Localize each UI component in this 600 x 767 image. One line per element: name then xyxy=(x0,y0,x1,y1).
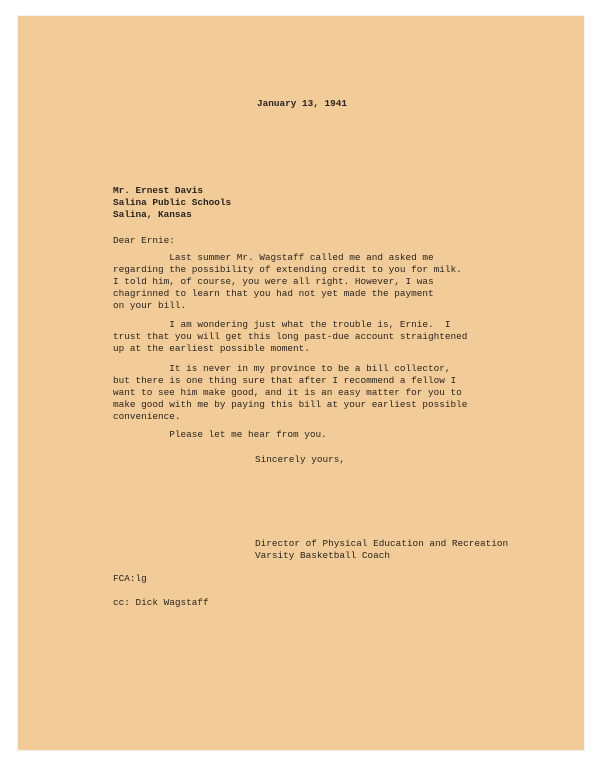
paragraph-4-line-1: Please let me hear from you. xyxy=(113,429,327,440)
recipient-organization: Salina Public Schools xyxy=(113,197,232,208)
paragraph-1-line-1: Last summer Mr. Wagstaff called me and asked me xyxy=(113,252,434,263)
signature-title-2: Varsity Basketball Coach xyxy=(255,550,391,561)
paragraph-3-line-2: but there is one thing sure that after I recommend a fellow I xyxy=(113,375,457,386)
paragraph-1-line-5: on your bill. xyxy=(113,300,187,311)
paragraph-3-line-5: convenience. xyxy=(113,411,181,422)
signature-title-1: Director of Physical Education and Recreation xyxy=(255,538,509,549)
paragraph-1-line-2: regarding the possibility of extending credit to you for milk. xyxy=(113,264,462,275)
reference-initials: FCA:lg xyxy=(113,573,147,584)
paragraph-3-line-1: It is never in my province to be a bill collector, xyxy=(113,363,451,374)
letter-page xyxy=(18,16,584,750)
closing: Sincerely yours, xyxy=(255,454,346,465)
paragraph-2-line-3: up at the earliest possible moment. xyxy=(113,343,310,354)
paragraph-1-line-4: chagrinned to learn that you had not yet made the payment xyxy=(113,288,434,299)
recipient-location: Salina, Kansas xyxy=(113,209,192,220)
letter-date: January 13, 1941 xyxy=(257,98,348,109)
paragraph-1-line-3: I told him, of course, you were all right. However, I was xyxy=(113,276,434,287)
paragraph-2-line-2: trust that you will get this long past-due account straightened xyxy=(113,331,468,342)
paragraph-2-line-1: I am wondering just what the trouble is, Ernie. I xyxy=(113,319,451,330)
carbon-copy: cc: Dick Wagstaff xyxy=(113,597,209,608)
recipient-name: Mr. Ernest Davis xyxy=(113,185,204,196)
salutation: Dear Ernie: xyxy=(113,235,175,246)
paragraph-3-line-3: want to see him make good, and it is an easy matter for you to xyxy=(113,387,462,398)
paragraph-3-line-4: make good with me by paying this bill at your earliest possible xyxy=(113,399,468,410)
